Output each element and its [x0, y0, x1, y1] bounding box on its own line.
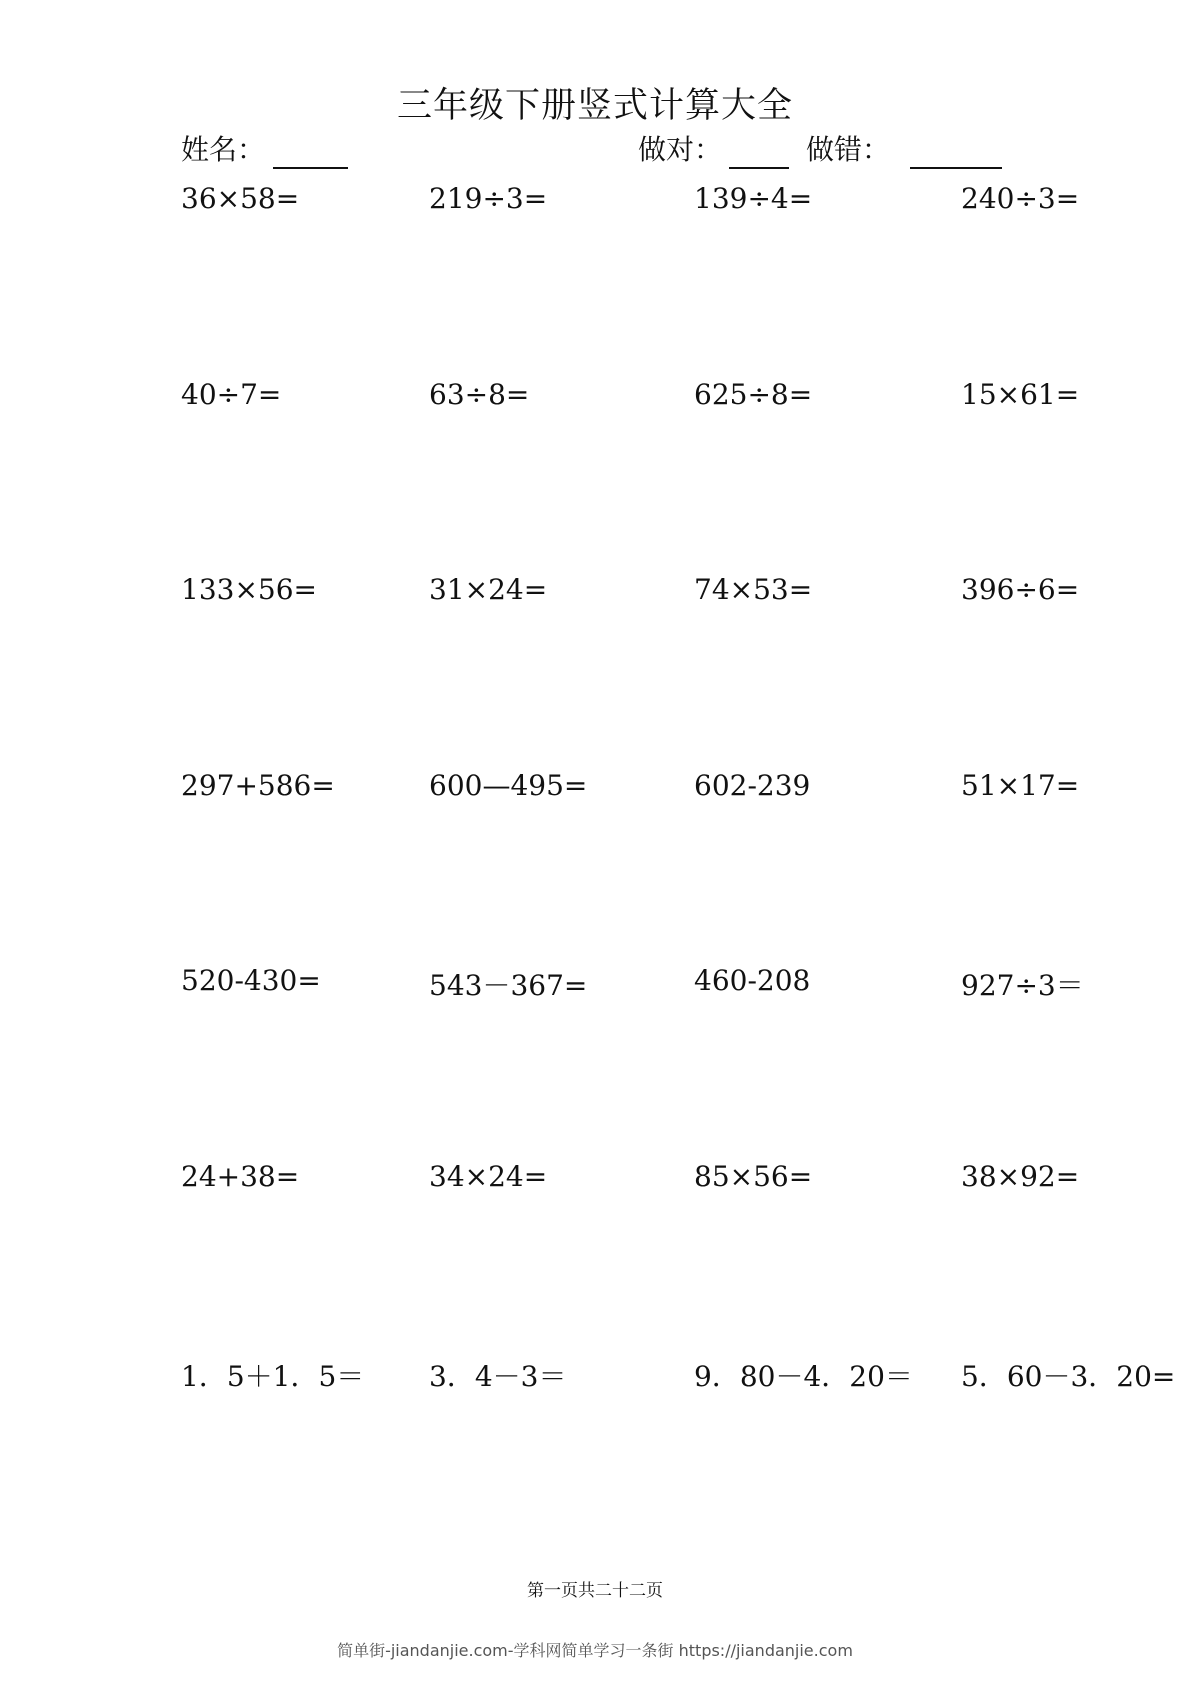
- problem: 927÷3＝: [961, 969, 1084, 1002]
- problem: 520-430=: [181, 964, 321, 997]
- site-watermark: 简单街-jiandanjie.com-学科网简单学习一条街 https://jiandanjie.com: [337, 1641, 853, 1660]
- problem: 36×58=: [181, 182, 300, 215]
- problem: 3．4－3＝: [429, 1360, 567, 1393]
- problem: 133×56=: [181, 573, 317, 606]
- problem: 543－367=: [429, 969, 588, 1002]
- problem: 1．5＋1．5＝: [181, 1360, 365, 1393]
- problem: 396÷6=: [961, 573, 1080, 606]
- problem: 5．60－3．20=: [961, 1360, 1176, 1393]
- name-label: 姓名：: [181, 133, 266, 166]
- problem: 219÷3=: [429, 182, 548, 215]
- correct-label: 做对：: [638, 133, 723, 166]
- wrong-label: 做错：: [806, 133, 891, 166]
- problem: 85×56=: [694, 1159, 813, 1193]
- problem: 9．80－4．20＝: [694, 1360, 913, 1393]
- page-title: 三年级下册竖式计算大全: [396, 86, 793, 126]
- problem: 460-208: [694, 964, 811, 997]
- problem: 74×53=: [694, 573, 813, 606]
- correct-blank: [729, 167, 789, 169]
- problem: 51×17=: [961, 768, 1080, 802]
- problem: 38×92=: [961, 1159, 1080, 1193]
- problem: 139÷4=: [694, 182, 813, 215]
- problem: 34×24=: [429, 1159, 548, 1193]
- wrong-blank: [910, 167, 1002, 169]
- name-blank: [273, 167, 348, 169]
- problem: 625÷8=: [694, 377, 813, 411]
- problem: 63÷8=: [429, 377, 530, 411]
- page-number: 第一页共二十二页: [527, 1581, 663, 1601]
- problem: 240÷3=: [961, 182, 1080, 215]
- problem: 31×24=: [429, 573, 548, 606]
- problem: 600—495=: [429, 768, 588, 802]
- problem: 602-239: [694, 768, 811, 802]
- problem: 24+38=: [181, 1159, 300, 1193]
- problem: 40÷7=: [181, 377, 282, 411]
- problem: 15×61=: [961, 377, 1080, 411]
- problem: 297+586=: [181, 768, 335, 802]
